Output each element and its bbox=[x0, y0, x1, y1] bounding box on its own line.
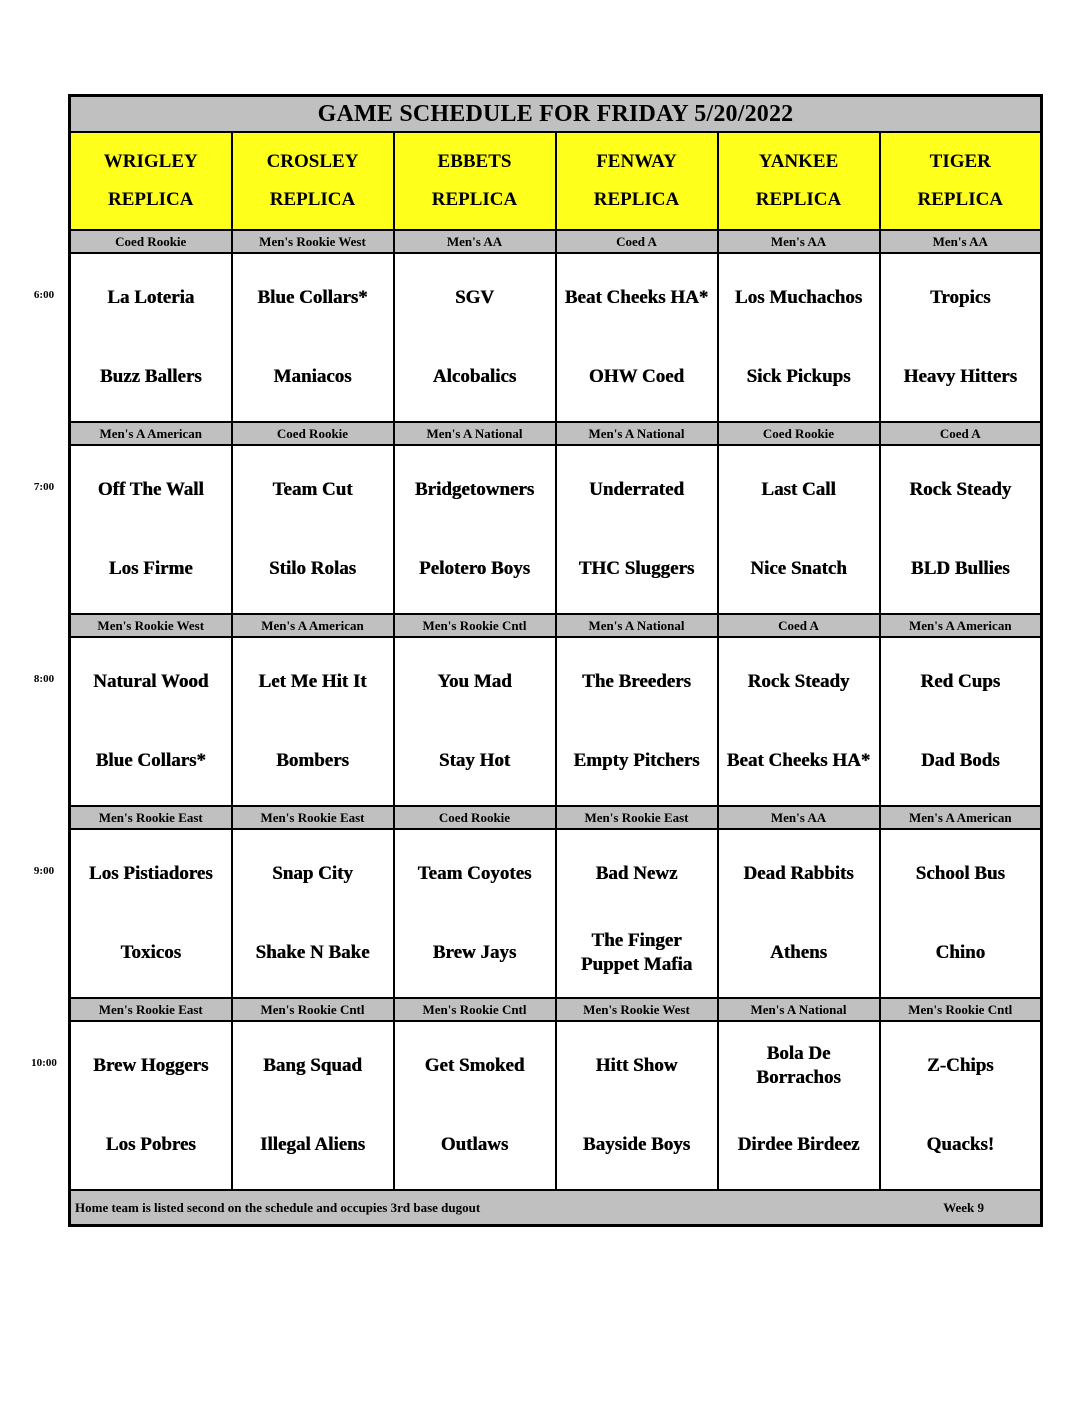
division-label: Men's A National bbox=[556, 614, 718, 637]
field-header bbox=[718, 132, 880, 230]
title-row bbox=[70, 96, 1042, 133]
game-cell bbox=[880, 253, 1042, 422]
home-team: BLD Bullies bbox=[910, 558, 1010, 580]
field-subtitle: REPLICA bbox=[917, 189, 1004, 210]
away-team: Bang Squad bbox=[263, 1054, 362, 1076]
away-team: Team Coyotes bbox=[417, 862, 532, 884]
home-team: Beat Cheeks HA* bbox=[726, 750, 871, 772]
division-label: Coed A bbox=[556, 230, 718, 253]
division-label: Men's A American bbox=[70, 422, 232, 445]
game-cell bbox=[718, 1021, 880, 1190]
home-team: Alcobalics bbox=[432, 366, 517, 388]
game-cell bbox=[232, 637, 394, 806]
division-label: Coed A bbox=[718, 614, 880, 637]
division-label: Men's AA bbox=[880, 230, 1042, 253]
division-label: Men's Rookie Cntl bbox=[394, 614, 556, 637]
field-name: EBBETS bbox=[437, 151, 512, 172]
field-name: FENWAY bbox=[596, 151, 677, 172]
matchup bbox=[395, 1022, 555, 1189]
away-team: Los Muchachos bbox=[734, 286, 863, 308]
game-cell bbox=[394, 445, 556, 614]
division-label: Coed Rookie bbox=[394, 806, 556, 829]
home-team: Sick Pickups bbox=[746, 366, 851, 388]
away-team: You Mad bbox=[437, 670, 512, 692]
division-label: Men's Rookie West bbox=[70, 614, 232, 637]
away-team: Rock Steady bbox=[909, 478, 1012, 500]
matchup bbox=[557, 446, 717, 613]
division-label: Coed Rookie bbox=[718, 422, 880, 445]
matchup bbox=[881, 254, 1041, 421]
game-cell bbox=[394, 253, 556, 422]
away-team: Tropics bbox=[930, 286, 991, 308]
home-team: Los Pobres bbox=[105, 1134, 196, 1156]
matchup bbox=[71, 638, 231, 805]
away-team: Hitt Show bbox=[595, 1054, 678, 1076]
away-team: Let Me Hit It bbox=[258, 670, 367, 692]
matchup bbox=[719, 254, 879, 421]
away-team: Underrated bbox=[589, 478, 684, 500]
game-row bbox=[70, 637, 1042, 806]
field-header bbox=[880, 132, 1042, 230]
game-cell bbox=[70, 1021, 232, 1190]
away-team: Bola De Borrachos bbox=[756, 1042, 841, 1088]
home-team: Outlaws bbox=[440, 1134, 509, 1156]
away-team: Bad Newz bbox=[595, 862, 678, 884]
home-team: Stay Hot bbox=[438, 750, 511, 772]
game-cell bbox=[70, 445, 232, 614]
division-row bbox=[70, 614, 1042, 637]
home-team: Dad Bods bbox=[920, 750, 1000, 772]
home-team: Maniacos bbox=[273, 366, 352, 388]
field-subtitle: REPLICA bbox=[755, 189, 842, 210]
home-team: Heavy Hitters bbox=[903, 366, 1017, 388]
home-team: Nice Snatch bbox=[750, 558, 847, 580]
matchup bbox=[395, 446, 555, 613]
division-label: Men's Rookie East bbox=[232, 806, 394, 829]
footer-cell bbox=[70, 1190, 1042, 1226]
matchup bbox=[395, 638, 555, 805]
away-team: Snap City bbox=[272, 862, 353, 884]
field-header bbox=[556, 132, 718, 230]
away-team: Get Smoked bbox=[424, 1054, 525, 1076]
away-team: Last Call bbox=[761, 478, 836, 500]
division-label: Men's AA bbox=[394, 230, 556, 253]
field-subtitle: REPLICA bbox=[107, 189, 194, 210]
division-label: Men's Rookie West bbox=[232, 230, 394, 253]
field-header bbox=[70, 132, 232, 230]
footer-row bbox=[70, 1190, 1042, 1226]
time-label: 8:00 bbox=[33, 673, 55, 685]
game-cell bbox=[880, 445, 1042, 614]
division-label: Men's A National bbox=[718, 998, 880, 1021]
game-cell bbox=[70, 829, 232, 998]
home-team: Blue Collars* bbox=[95, 750, 206, 772]
time-label: 9:00 bbox=[33, 865, 55, 877]
division-row bbox=[70, 806, 1042, 829]
division-label: Coed A bbox=[880, 422, 1042, 445]
matchup bbox=[881, 1022, 1041, 1189]
home-team: Empty Pitchers bbox=[573, 750, 700, 772]
game-cell bbox=[556, 253, 718, 422]
field-header bbox=[232, 132, 394, 230]
game-cell bbox=[70, 637, 232, 806]
game-cell bbox=[556, 445, 718, 614]
home-team: Athens bbox=[769, 942, 827, 964]
schedule-sheet bbox=[68, 94, 1043, 1227]
game-cell bbox=[394, 829, 556, 998]
home-team: THC Sluggers bbox=[578, 558, 695, 580]
away-team: Off The Wall bbox=[97, 478, 204, 500]
matchup bbox=[233, 254, 393, 421]
matchup bbox=[71, 446, 231, 613]
division-label: Men's A National bbox=[394, 422, 556, 445]
field-subtitle: REPLICA bbox=[269, 189, 356, 210]
game-cell bbox=[556, 829, 718, 998]
matchup bbox=[719, 638, 879, 805]
game-row bbox=[70, 1021, 1042, 1190]
away-team: SGV bbox=[454, 286, 495, 308]
game-cell bbox=[232, 445, 394, 614]
footer-content bbox=[75, 1200, 1036, 1216]
matchup bbox=[71, 1022, 231, 1189]
division-row bbox=[70, 230, 1042, 253]
division-label: Men's A American bbox=[880, 806, 1042, 829]
matchup bbox=[71, 830, 231, 997]
field-header bbox=[394, 132, 556, 230]
division-row bbox=[70, 422, 1042, 445]
time-label: 7:00 bbox=[33, 481, 55, 493]
home-team: Quacks! bbox=[926, 1134, 995, 1156]
matchup bbox=[233, 446, 393, 613]
matchup bbox=[557, 254, 717, 421]
game-cell bbox=[232, 253, 394, 422]
division-label: Men's Rookie East bbox=[70, 806, 232, 829]
matchup bbox=[233, 638, 393, 805]
schedule-table bbox=[68, 94, 1043, 1227]
time-label: 10:00 bbox=[31, 1057, 57, 1069]
away-team: Blue Collars* bbox=[257, 286, 368, 308]
game-cell bbox=[556, 1021, 718, 1190]
field-subtitle: REPLICA bbox=[593, 189, 680, 210]
game-cell bbox=[718, 445, 880, 614]
away-team: Brew Hoggers bbox=[93, 1054, 209, 1076]
matchup bbox=[881, 638, 1041, 805]
home-team: Pelotero Boys bbox=[419, 558, 530, 580]
matchup bbox=[719, 446, 879, 613]
game-cell bbox=[394, 637, 556, 806]
division-label: Men's AA bbox=[718, 806, 880, 829]
division-label: Coed Rookie bbox=[232, 422, 394, 445]
game-row bbox=[70, 253, 1042, 422]
away-team: Z-Chips bbox=[927, 1054, 994, 1076]
away-team: Dead Rabbits bbox=[743, 862, 854, 884]
division-label: Men's Rookie Cntl bbox=[880, 998, 1042, 1021]
game-cell bbox=[880, 829, 1042, 998]
field-name: TIGER bbox=[929, 151, 991, 172]
division-label: Coed Rookie bbox=[70, 230, 232, 253]
home-team: Toxicos bbox=[120, 942, 182, 964]
field-name: WRIGLEY bbox=[103, 151, 198, 172]
division-label: Men's Rookie East bbox=[556, 806, 718, 829]
home-team: Buzz Ballers bbox=[99, 366, 202, 388]
away-team: Rock Steady bbox=[747, 670, 850, 692]
division-label: Men's Rookie West bbox=[556, 998, 718, 1021]
division-label: Men's Rookie Cntl bbox=[232, 998, 394, 1021]
division-label: Men's Rookie East bbox=[70, 998, 232, 1021]
matchup bbox=[557, 1022, 717, 1189]
game-cell bbox=[880, 637, 1042, 806]
home-team: Bombers bbox=[276, 750, 349, 772]
matchup bbox=[719, 1022, 879, 1189]
away-team: The Breeders bbox=[582, 670, 691, 692]
game-cell bbox=[394, 1021, 556, 1190]
matchup bbox=[557, 638, 717, 805]
matchup bbox=[557, 830, 717, 997]
home-team: Chino bbox=[935, 942, 986, 964]
matchup bbox=[395, 830, 555, 997]
home-team: Stilo Rolas bbox=[268, 558, 357, 580]
game-row bbox=[70, 445, 1042, 614]
field-name: CROSLEY bbox=[266, 151, 359, 172]
division-label: Men's A National bbox=[556, 422, 718, 445]
matchup bbox=[881, 446, 1041, 613]
away-team: Bridgetowners bbox=[414, 478, 535, 500]
division-row bbox=[70, 998, 1042, 1021]
game-cell bbox=[232, 829, 394, 998]
away-team: Natural Wood bbox=[93, 670, 209, 692]
field-subtitle: REPLICA bbox=[431, 189, 518, 210]
home-team: Dirdee Birdeez bbox=[737, 1134, 860, 1156]
home-team: OHW Coed bbox=[588, 366, 685, 388]
game-row bbox=[70, 829, 1042, 998]
away-team: La Loteria bbox=[107, 286, 195, 308]
home-team-note: Home team is listed second on the schedule and occupies 3rd base dugout bbox=[75, 1199, 481, 1215]
game-cell bbox=[718, 829, 880, 998]
game-cell bbox=[718, 637, 880, 806]
game-cell bbox=[880, 1021, 1042, 1190]
week-label: Week 9 bbox=[943, 1199, 985, 1215]
home-team: Illegal Aliens bbox=[259, 1134, 366, 1156]
matchup bbox=[71, 254, 231, 421]
matchup bbox=[719, 830, 879, 997]
schedule-title: GAME SCHEDULE FOR FRIDAY 5/20/2022 bbox=[70, 96, 1042, 133]
away-team: Red Cups bbox=[920, 670, 1001, 692]
matchup bbox=[233, 1022, 393, 1189]
home-team: Shake N Bake bbox=[255, 942, 370, 964]
division-label: Men's Rookie Cntl bbox=[394, 998, 556, 1021]
game-cell bbox=[232, 1021, 394, 1190]
away-team: School Bus bbox=[915, 862, 1005, 884]
division-label: Men's A American bbox=[880, 614, 1042, 637]
division-label: Men's AA bbox=[718, 230, 880, 253]
home-team: Brew Jays bbox=[432, 942, 517, 964]
game-cell bbox=[70, 253, 232, 422]
home-team: Los Firme bbox=[108, 558, 193, 580]
game-cell bbox=[556, 637, 718, 806]
away-team: Team Cut bbox=[272, 478, 353, 500]
field-name: YANKEE bbox=[758, 151, 839, 172]
matchup bbox=[881, 830, 1041, 997]
home-team: Bayside Boys bbox=[582, 1134, 691, 1156]
home-team: The Finger Puppet Mafia bbox=[580, 930, 693, 976]
away-team: Los Pistiadores bbox=[88, 862, 213, 884]
division-label: Men's A American bbox=[232, 614, 394, 637]
away-team: Beat Cheeks HA* bbox=[564, 286, 709, 308]
matchup bbox=[233, 830, 393, 997]
time-label: 6:00 bbox=[33, 289, 55, 301]
field-header-row bbox=[70, 132, 1042, 230]
game-cell bbox=[718, 253, 880, 422]
matchup bbox=[395, 254, 555, 421]
